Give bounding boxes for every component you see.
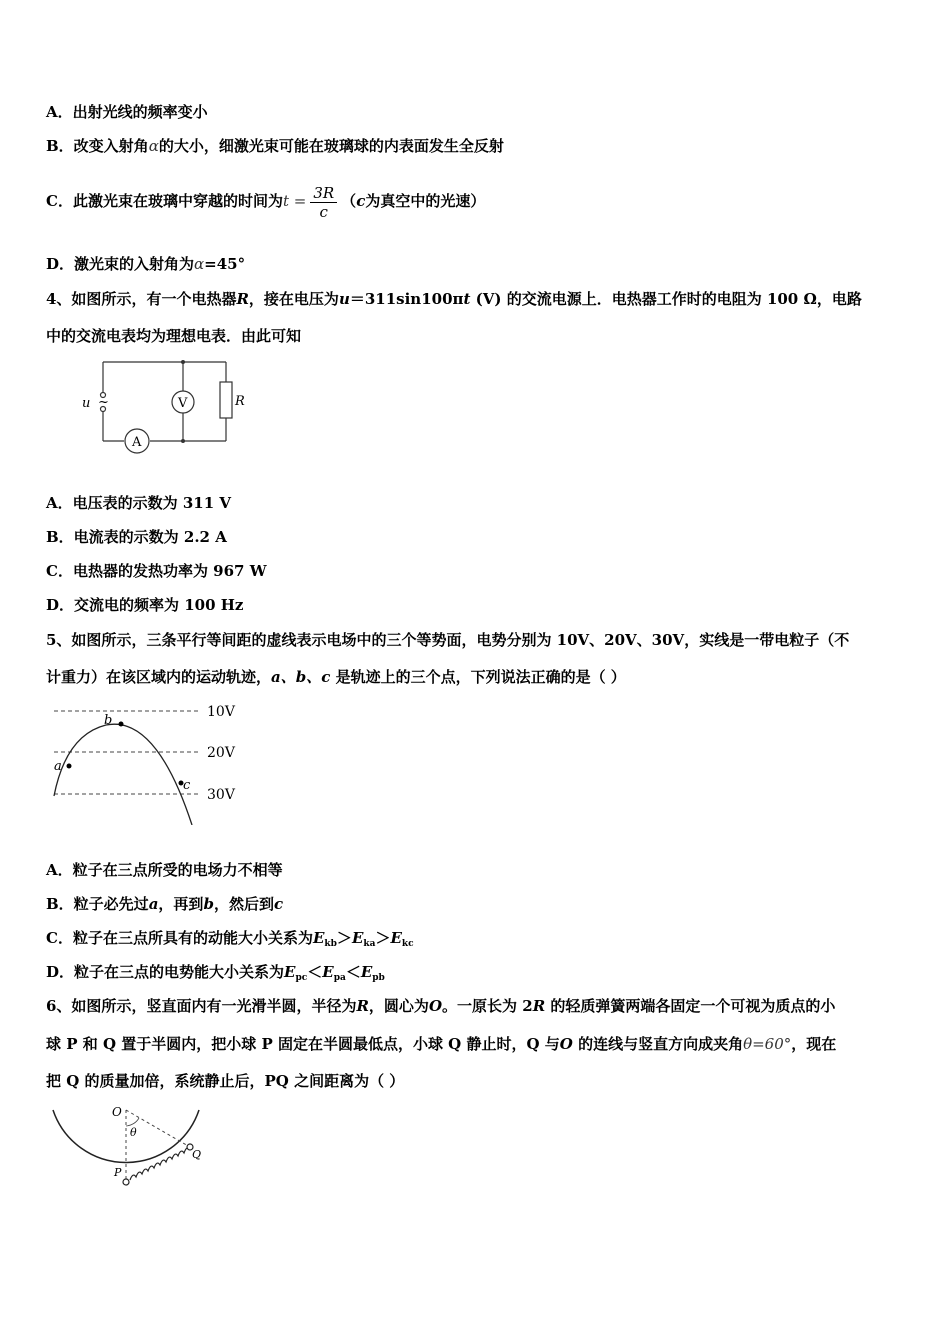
particle-trajectory <box>54 724 192 825</box>
label-r: R <box>235 394 245 409</box>
q6-stem-line2: 球 P 和 Q 置于半圆内，把小球 P 固定在半圆最低点，小球 Q 静止时，Q 与O 的连线与竖直方向成夹角θ=60°，现在 <box>46 1035 837 1053</box>
q5-option-a: A．粒子在三点所受的电场力不相等 <box>46 861 283 879</box>
q6-stem-line1: 6、如图所示，竖直面内有一光滑半圆，半径为R，圆心为O。一原长为 2R 的轻质弹簧两端各固定一个可视为质点的小 <box>46 997 836 1015</box>
ball-p <box>123 1179 129 1185</box>
q4-circuit-diagram <box>78 355 258 455</box>
q5-option-c: C．粒子在三点所具有的动能大小关系为$E_{kb}>E_{ka}>E_{kc}$ <box>46 929 414 949</box>
q5-option-b: B．粒子必先过a，再到b，然后到c <box>46 895 284 913</box>
q4-stem-line1: 4、如图所示，有一个电热器R，接在电压为u＝311sin100πt (V) 的交流电源上．电热器工作时的电阻为 100 Ω，电路 <box>46 290 862 308</box>
angle-arc <box>126 1118 139 1126</box>
q5-equipotential-diagram <box>46 700 256 825</box>
ac-symbol: ~ <box>98 395 109 410</box>
point-b <box>119 722 124 727</box>
q4-option-c: C．电热器的发热功率为 967 W <box>46 562 267 580</box>
fraction-3r-over-c: $\frac{3R}{c}$ <box>310 184 337 221</box>
q3-option-a: A．出射光线的频率变小 <box>46 103 208 121</box>
q6-stem-line3: 把 Q 的质量加倍，系统静止后，PQ 之间距离为（ ） <box>46 1072 405 1090</box>
q4-option-d: D．交流电的频率为 100 Hz <box>46 596 244 614</box>
label-q: Q <box>192 1148 202 1161</box>
label-b: b <box>104 713 113 728</box>
label-v: V <box>178 396 188 411</box>
q3-option-c: C．此激光束在玻璃中穿越的时间为t = $\frac{3R}{c}$ （c为真空中的光速） <box>46 183 486 221</box>
junction-bottom <box>181 439 185 443</box>
q3-option-b: B．改变入射角α的大小，细激光束可能在玻璃球的内表面发生全反射 <box>46 137 504 155</box>
resistor <box>220 382 232 418</box>
label-theta: θ <box>130 1126 137 1139</box>
label-10v: 10V <box>207 704 235 720</box>
q5-option-d: D．粒子在三点的电势能大小关系为$E_{pc}<E_{pa}<E_{pb}$ <box>46 963 385 983</box>
spring-coil <box>130 1148 189 1180</box>
label-c: c <box>183 778 191 793</box>
q4-stem-line2: 中的交流电表均为理想电表．由此可知 <box>46 327 302 345</box>
q4-option-a: A．电压表的示数为 311 V <box>46 494 232 512</box>
junction-top <box>181 360 185 364</box>
label-a: A <box>132 435 142 450</box>
q4-option-b: B．电流表的示数为 2.2 A <box>46 528 227 546</box>
label-30v: 30V <box>207 787 235 803</box>
label-a: a <box>54 759 62 774</box>
label-u: u <box>82 396 91 411</box>
label-o: O <box>112 1105 122 1119</box>
point-a <box>67 764 72 769</box>
q5-stem-line2: 计重力）在该区域内的运动轨迹，a、b、c 是轨迹上的三个点，下列说法正确的是（ ） <box>46 668 626 686</box>
q6-semicircle-diagram <box>46 1102 216 1192</box>
q3-option-d: D．激光束的入射角为α=45° <box>46 255 246 273</box>
label-20v: 20V <box>207 745 235 761</box>
label-p: P <box>114 1166 122 1179</box>
q5-stem-line1: 5、如图所示，三条平行等间距的虚线表示电场中的三个等势面，电势分别为 10V、20V、30V，实线是一带电粒子（不 <box>46 631 850 649</box>
